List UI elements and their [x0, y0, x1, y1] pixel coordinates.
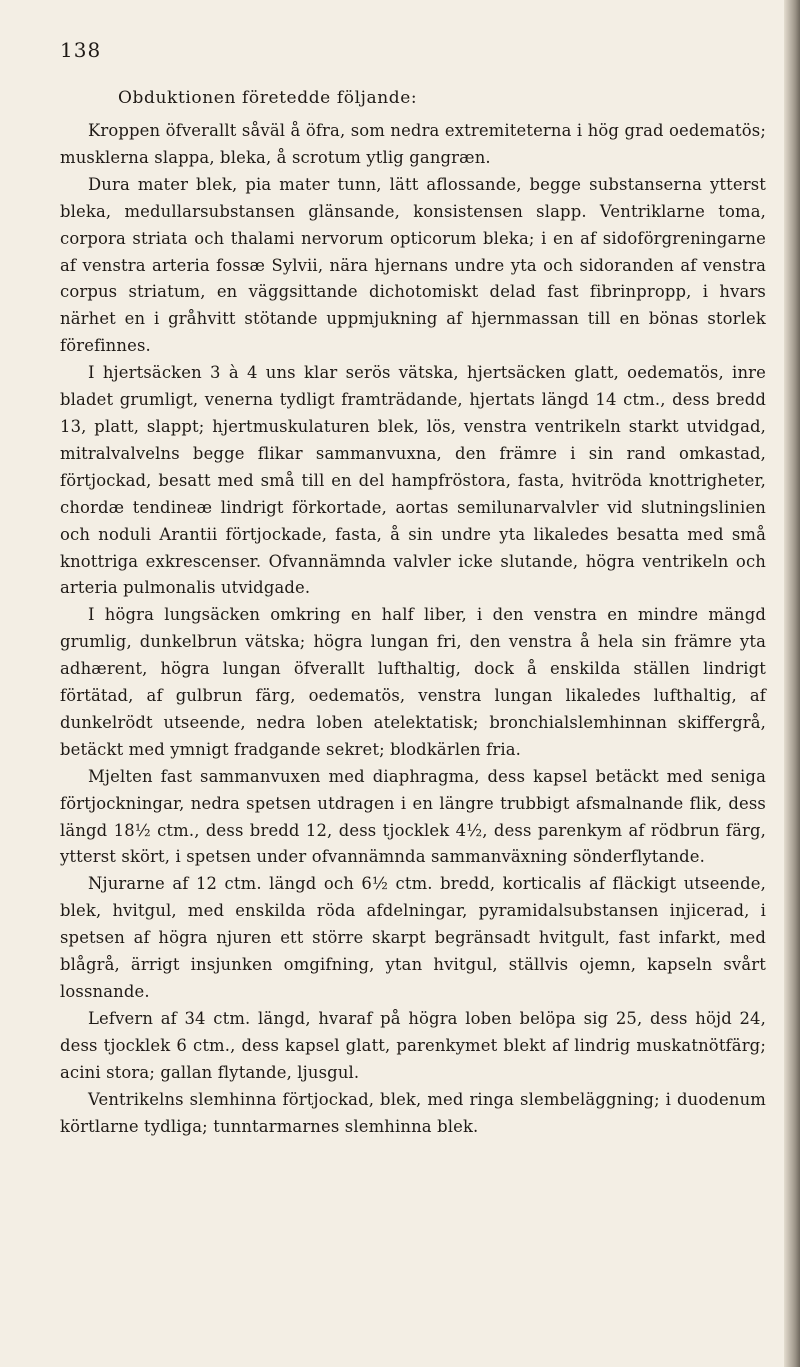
paragraph-kidneys: Njurarne af 12 ctm. längd och 6½ ctm. bredd, korticalis af fläckigt utseende, blek, hvitgul, med enskilda röda afdelningar, pyramidalsubstansen injicerad, i spetsen af högra njuren ett större skarpt begränsadt hvitgult, fast infarkt, med blågrå, ärrigt insjunken omgifning, ytan hvitgul, ställvis ojemn, kapseln svårt lossnande.: [60, 874, 766, 1001]
paragraph-stomach: Ventrikelns slemhinna förtjockad, blek, med ringa slembeläggning; i duodenum körtlarne tydliga; tunntarmarnes slemhinna blek.: [60, 1089, 766, 1136]
paragraph-heart: I hjertsäcken 3 à 4 uns klar serös vätska, hjertsäcken glatt, oedematös, inre bladet grumligt, venerna tydligt framträdande, hjertats längd 14 ctm., dess bredd 13, platt, slappt; hjertmuskulaturen blek, lös, venstra ventrikeln starkt utvidgad, mitralvalvelns begge flikar sammanvuxna, den främre i sin rand omkastad, förtjockad, besatt med små till en del hampfröstora, fasta, hvitröda knottrigheter, chordæ tendineæ lindrigt förkortade, aortas semilunarvalvler vid slutningslinien och noduli Arantii förtjockade, fasta, å sin undre yta likaledes besatta med små knottriga exkrescenser. Ofvannämnda valvler icke slutande, högra ventrikeln och arteria pulmonalis utvidgade.: [60, 363, 766, 598]
paragraph-liver: Lefvern af 34 ctm. längd, hvaraf på högra loben belöpa sig 25, dess höjd 24, dess tjocklek 6 ctm., dess kapsel glatt, parenkymet blekt af lindrig muskatnötfärg; acini stora; gallan flytande, ljusgul.: [60, 1008, 766, 1082]
paragraph-spleen: Mjelten fast sammanvuxen med diaphragma, dess kapsel betäckt med seniga förtjockningar, nedra spetsen utdragen i en längre trubbigt afsmalnande flik, dess längd 18½ ctm., dess bredd 12, dess tjocklek 4½, dess parenkym af rödbrun färg, ytterst skört, i spetsen under ofvannämnda sammanväxning sönderflytande.: [60, 766, 766, 867]
page-number: 138: [60, 38, 102, 62]
paragraph-body-surface: Kroppen öfverallt såväl å öfra, som nedra extremiteterna i hög grad oedematös; musklerna slappa, bleka, å scrotum ytlig gangræn.: [60, 121, 766, 167]
page-edge-shadow: [784, 0, 800, 1367]
paragraph-lungs: I högra lungsäcken omkring en half liber, i den venstra en mindre mängd grumlig, dunkelbrun vätska; högra lungan fri, den venstra å hela sin främre yta adhærent, högra lungan öfverallt lufthaltig, dock å enskilda ställen lindrigt förtätad, af gulbrun färg, oedematös, venstra lungan likaledes lufthaltig, af dunkelrödt utseende, nedra loben atelektatisk; bronchialslemhinnan skiffergrå, betäckt med ymnigt fradgande sekret; blodkärlen fria.: [60, 605, 766, 759]
body-text: [60, 118, 766, 1140]
paragraph-brain: Dura mater blek, pia mater tunn, lätt aflossande, begge substanserna ytterst bleka, medullarsubstansen glänsande, konsistensen slapp. Ventriklarne toma, corpora striata och thalami nervorum opticorum bleka; i en af sidoförgreningarne af venstra arteria fossæ Sylvii, nära hjernans undre yta och sidoranden af venstra corpus striatum, en väggsittande dichotomiskt delad fast fibrinpropp, i hvars närhet en i gråhvitt stötande uppmjukning af hjernmassan till en bönas storlek förefinnes.: [60, 174, 766, 356]
section-heading: Obduktionen företedde följande:: [118, 88, 418, 108]
